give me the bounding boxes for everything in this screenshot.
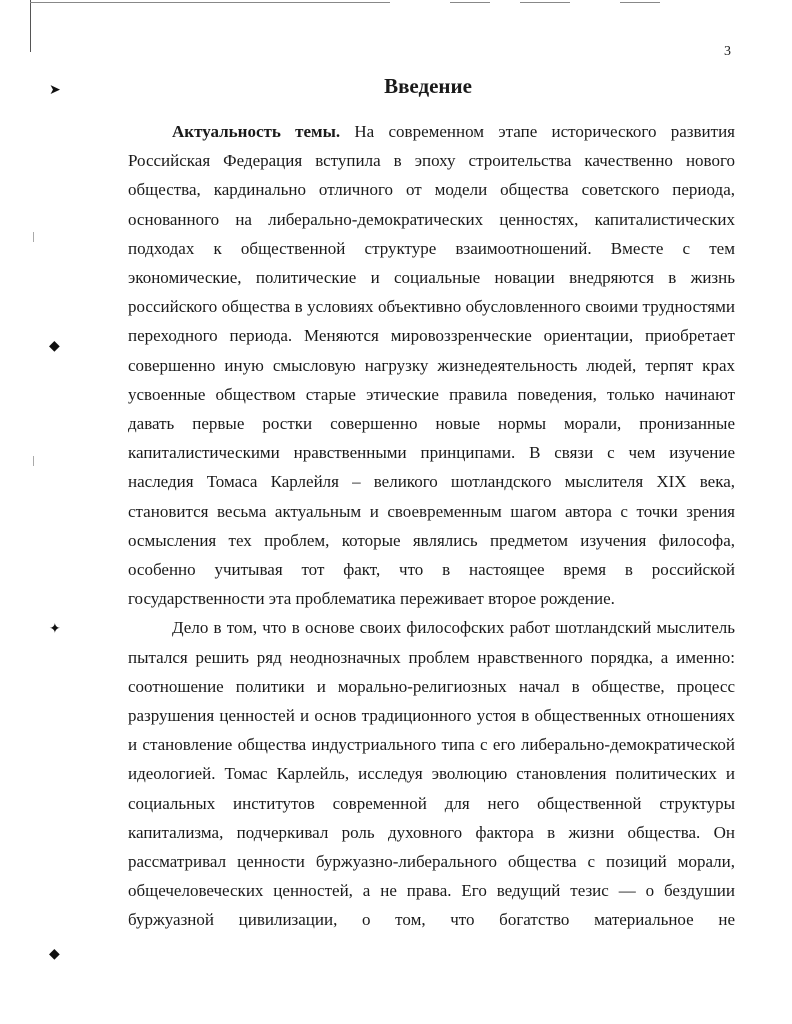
binding-mark-icon: ◆ — [49, 947, 60, 962]
scan-edge-top — [450, 2, 490, 3]
binding-mark-icon: ✦ — [49, 622, 61, 637]
paragraph — [128, 117, 735, 613]
scan-edge-left — [30, 0, 31, 52]
binding-mark-icon: ➤ — [49, 83, 61, 98]
paragraph-text: На современном этапе исторического развития Российская Федерация вступила в эпоху строительства качественно нового общества, кардинально отличного от модели общества советского периода, основанного на либерально-демократических ценностях, капиталистических подходах к общественной структуре взаимоотношений. Вместе с тем экономические, политические и социальные новации внедряются в жизнь российского общества в условиях объективно обусловленного своими трудностями переходного периода. Меняются мировоззренческие ориентации, приобретает совершенно иную смысловую нагрузку жизнедеятельность людей, терпят крах усвоенные обществом старые этические правила поведения, только начинают давать первые ростки совершенно новые нормы морали, пронизанные капиталистическими нравственными принципами. В связи с чем изучение наследия Томаса Карлейля – великого шотландского мыслителя XIX века, становится весьма актуальным и своевременным шагом автора с точки зрения осмысления тех проблем, которые являлись предметом изучения философа, особенно учитывая тот факт, что в настоящее время в российской государственности эта проблематика переживает второе рождение. — [128, 122, 735, 609]
scan-edge-top — [520, 2, 570, 3]
paragraph-lead: Актуальность темы. — [172, 122, 341, 141]
scan-dash — [33, 456, 34, 466]
binding-mark-icon: ◆ — [49, 339, 60, 354]
scan-edge-top — [30, 2, 390, 3]
page-number: 3 — [724, 44, 731, 59]
paragraph: Дело в том, что в основе своих философских работ шотландский мыслитель пытался решить ряд неоднозначных проблем нравственного порядка, а именно: соотношение политики и морально-религиозных начал в обществе, процесс разрушения ценностей и основ традиционного устоя в общественных отношениях и становление общества индустриального типа с его либерально-демократической идеологией. Томас Карлейль, исследуя эволюцию становления политических и социальных институтов современной для него общественной структуры капитализма, подчеркивал роль духовного фактора в жизни общества. Он рассматривал ценности буржуазно-либерального общества с позиций морали, общечеловеческих ценностей, а не права. Его ведущий тезис — о бездушии буржуазной цивилизации, о том, что богатство материальное не — [128, 618, 735, 930]
scan-dash — [33, 232, 34, 242]
document-body — [128, 117, 735, 935]
page-title: Введение — [384, 74, 472, 98]
scan-edge-top — [620, 2, 660, 3]
